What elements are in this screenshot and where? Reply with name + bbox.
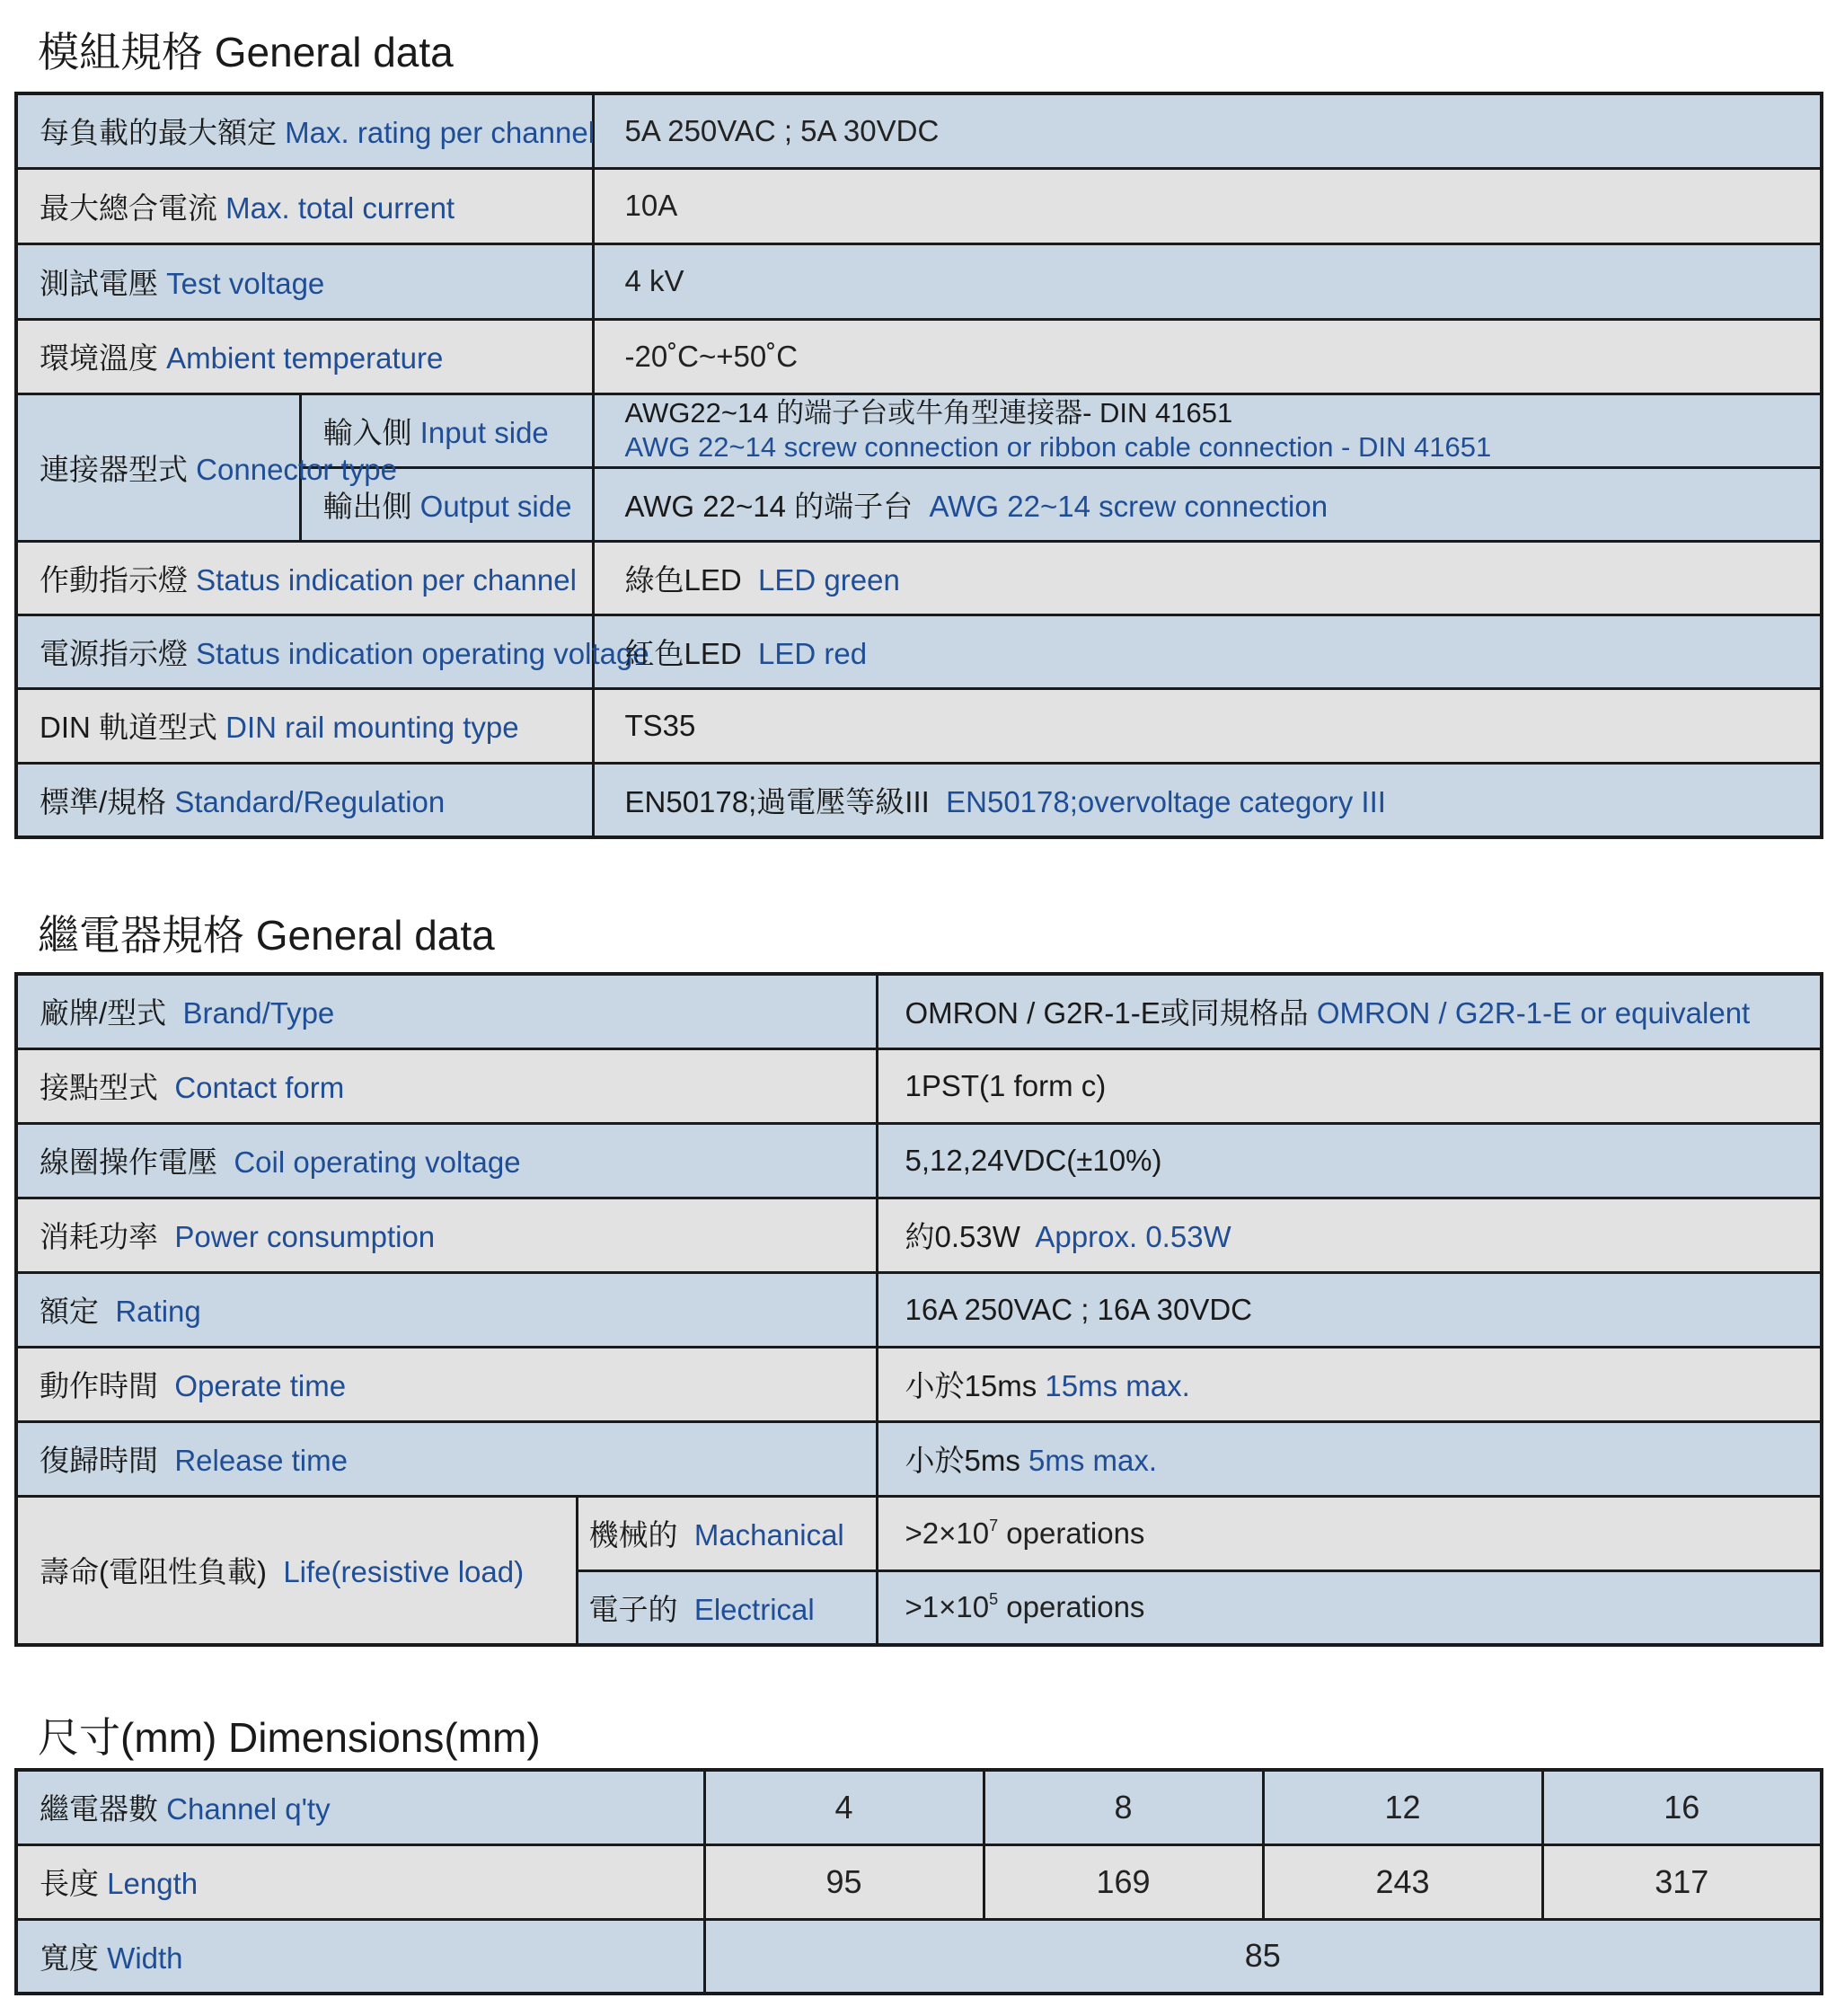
value-en: LED red (758, 636, 868, 670)
spec-value (593, 615, 1822, 688)
label-en: Length (107, 1867, 199, 1900)
spec-label (16, 1347, 877, 1421)
value-en: 15ms max. (1045, 1369, 1190, 1402)
label-zh: 繼電器數 (40, 1792, 158, 1826)
electrical-value (877, 1570, 1822, 1645)
label-en: Electrical (693, 1592, 815, 1626)
label-en: Output side (419, 489, 572, 523)
spec-label (16, 688, 593, 763)
table-row (16, 1844, 1822, 1919)
width-value: 85 (704, 1919, 1822, 1994)
spec-label (16, 974, 877, 1048)
label-zh: 壽命(電阻性負載) (40, 1555, 267, 1589)
table-row (16, 1123, 1822, 1198)
spec-value (877, 1421, 1822, 1496)
spec-value (877, 1198, 1822, 1272)
label-zh: 測試電壓 (40, 266, 158, 300)
label-en: Power consumption (174, 1220, 436, 1253)
spec-label (16, 319, 593, 393)
label-en: Operate time (174, 1369, 347, 1402)
channel-qty-value: 12 (1263, 1770, 1542, 1844)
value-en: EN50178;overvoltage category III (946, 784, 1386, 818)
table-row (16, 319, 1822, 393)
label-zh: 消耗功率 (40, 1220, 158, 1253)
spec-value (593, 541, 1822, 615)
spec-value: 10A (593, 168, 1822, 243)
dimensions-table (14, 1768, 1823, 1995)
table-row (16, 1496, 1822, 1570)
length-label (16, 1844, 704, 1919)
value-base: >2×10 (905, 1516, 990, 1550)
table-row (16, 243, 1822, 319)
value-zh: 綠色LED (624, 562, 742, 597)
table-row (16, 1272, 1822, 1347)
value-en: Approx. 0.53W (1035, 1220, 1231, 1253)
label-en: Rating (115, 1295, 201, 1328)
label-zh: 連接器型式 (40, 452, 188, 486)
table-row (16, 1048, 1822, 1123)
spec-label (16, 1272, 877, 1347)
value-zh: 約0.53W (905, 1220, 1020, 1253)
label-zh: 復歸時間 (40, 1444, 158, 1477)
value-zh: OMRON / G2R-1-E或同規格品 (905, 996, 1309, 1030)
spec-label (16, 1123, 877, 1198)
label-zh: 額定 (40, 1295, 99, 1328)
label-en: Release time (174, 1444, 348, 1477)
label-zh: 線圈操作電壓 (40, 1145, 217, 1179)
spec-value (877, 1272, 1822, 1347)
value-en: 5ms max. (1028, 1444, 1158, 1477)
label-zh: 長度 (40, 1867, 99, 1900)
label-zh: 電源指示燈 (40, 636, 188, 670)
life-label (16, 1496, 577, 1645)
label-en: Max. total current (225, 190, 455, 225)
label-zh: 電子的 (588, 1592, 678, 1626)
table-row (16, 974, 1822, 1048)
spec-value (877, 1048, 1822, 1123)
value-zh: TS35 (624, 708, 696, 742)
label-zh: 動作時間 (40, 1369, 158, 1402)
spec-label (16, 1198, 877, 1272)
label-en: Test voltage (166, 266, 325, 300)
channel-qty-value: 16 (1542, 1770, 1822, 1844)
value-en: AWG 22~14 screw connection or ribbon cable connection - DIN 41651 (624, 431, 1492, 463)
table-row (16, 93, 1822, 168)
value-unit: operations (998, 1516, 1145, 1550)
value-en: LED green (758, 562, 900, 597)
table-row (16, 393, 1822, 467)
table-row (16, 1919, 1822, 1994)
value-zh: AWG22~14 的端子台或牛角型連接器- DIN 41651 (624, 397, 1233, 429)
label-zh: DIN 軌道型式 (40, 711, 217, 744)
label-zh: 最大總合電流 (40, 190, 217, 225)
spec-label (16, 243, 593, 319)
length-value: 95 (704, 1844, 984, 1919)
spec-value: -20˚C~+50˚C (593, 319, 1822, 393)
table-row (16, 615, 1822, 688)
label-en: Brand/Type (182, 996, 335, 1030)
label-en: Max. rating per channel (285, 116, 596, 150)
table-row (16, 541, 1822, 615)
output-side-value (593, 467, 1822, 541)
value-zh: 小於5ms (905, 1444, 1020, 1477)
value-zh: AWG 22~14 的端子台 (624, 489, 914, 523)
value-zh: 紅色LED (624, 636, 742, 670)
label-en: Channel q'ty (166, 1792, 331, 1826)
label-zh: 輸入側 (322, 415, 412, 449)
value-en: OMRON / G2R-1-E or equivalent (1316, 996, 1751, 1030)
value-unit: operations (998, 1590, 1145, 1624)
label-en: Width (107, 1941, 183, 1975)
width-label (16, 1919, 704, 1994)
table-row (16, 168, 1822, 243)
channel-qty-value: 4 (704, 1770, 984, 1844)
table-row (16, 1421, 1822, 1496)
label-zh: 寬度 (40, 1941, 99, 1975)
label-zh: 標準/規格 (40, 784, 167, 818)
module-section-title: 模組規格 General data (38, 29, 454, 75)
value-zh: 1PST(1 form c) (905, 1068, 1107, 1102)
label-en: Connector type (196, 452, 397, 486)
value-exponent: 5 (989, 1590, 999, 1609)
label-en: Status indication operating voltage (196, 636, 649, 670)
length-value: 243 (1263, 1844, 1542, 1919)
table-row (16, 763, 1822, 837)
label-en: Machanical (693, 1518, 844, 1552)
table-row (16, 1347, 1822, 1421)
value-zh: 16A 250VAC ; 16A 30VDC (905, 1292, 1252, 1326)
label-en: Coil operating voltage (234, 1145, 521, 1179)
label-zh: 作動指示燈 (40, 562, 188, 597)
electrical-label (577, 1570, 877, 1645)
label-en: DIN rail mounting type (225, 711, 519, 744)
channel-qty-value: 8 (984, 1770, 1263, 1844)
length-value: 169 (984, 1844, 1263, 1919)
module-spec-table (14, 92, 1823, 839)
spec-value: 4 kV (593, 243, 1822, 319)
mechanical-value (877, 1496, 1822, 1570)
relay-section-title: 繼電器規格 General data (38, 912, 495, 959)
channel-qty-label (16, 1770, 704, 1844)
spec-label (16, 1421, 877, 1496)
spec-value (877, 1347, 1822, 1421)
spec-label (16, 93, 596, 168)
label-en: Input side (419, 415, 549, 449)
spec-label (16, 615, 649, 688)
spec-value: 5A 250VAC ; 5A 30VDC (593, 93, 1822, 168)
spec-value (593, 763, 1822, 837)
label-en: Ambient temperature (166, 341, 444, 375)
spec-value (877, 1123, 1822, 1198)
value-zh: 小於15ms (905, 1369, 1037, 1402)
value-zh: 5,12,24VDC(±10%) (905, 1143, 1162, 1177)
table-row (16, 688, 1822, 763)
spec-label (16, 541, 593, 615)
label-zh: 接點型式 (40, 1071, 158, 1104)
label-en: Life(resistive load) (283, 1555, 525, 1589)
dimensions-section-title: 尺寸(mm) Dimensions(mm) (38, 1714, 541, 1761)
input-side-value (593, 393, 1822, 467)
value-base: >1×10 (905, 1590, 990, 1624)
label-zh: 廠牌/型式 (40, 996, 167, 1030)
label-en: Standard/Regulation (174, 784, 446, 818)
mechanical-label (577, 1496, 877, 1570)
table-row (16, 1198, 1822, 1272)
label-zh: 每負載的最大額定 (40, 116, 277, 150)
spec-label (16, 1048, 877, 1123)
spec-label (16, 763, 593, 837)
spec-label (16, 168, 593, 243)
label-en: Contact form (174, 1071, 345, 1104)
value-zh: EN50178;過電壓等級III (624, 784, 930, 818)
spec-value (877, 974, 1822, 1048)
label-en: Status indication per channel (196, 562, 577, 597)
spec-value (593, 688, 1822, 763)
label-zh: 輸出側 (322, 489, 412, 523)
relay-spec-table (14, 972, 1823, 1647)
value-en: AWG 22~14 screw connection (929, 489, 1328, 523)
length-value: 317 (1542, 1844, 1822, 1919)
table-row (16, 1770, 1822, 1844)
label-zh: 機械的 (588, 1518, 678, 1552)
label-zh: 環境溫度 (40, 341, 158, 375)
value-exponent: 7 (989, 1516, 999, 1534)
